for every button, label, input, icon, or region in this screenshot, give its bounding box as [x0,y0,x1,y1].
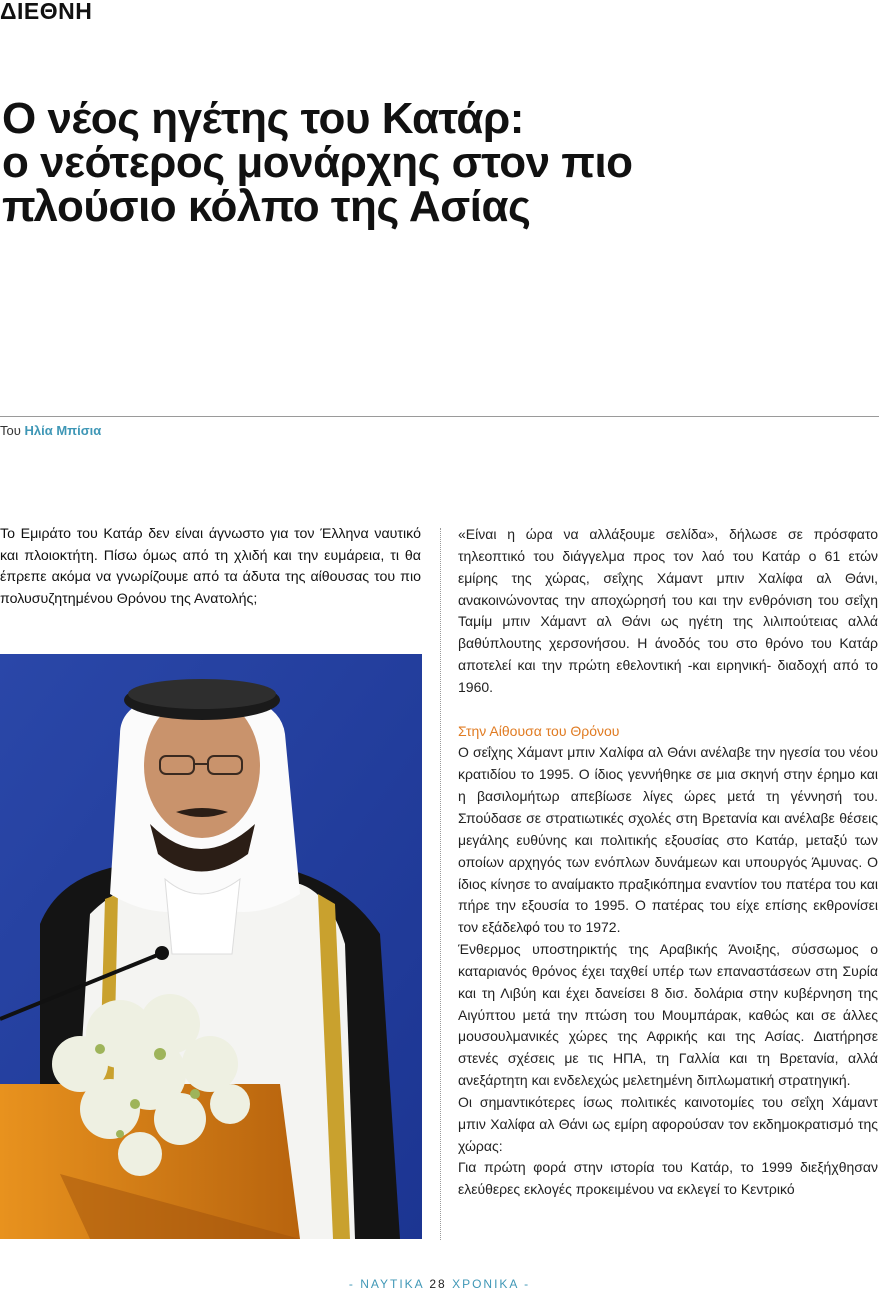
column-divider [440,528,441,1240]
byline-prefix: Του [0,423,21,438]
intro-paragraph: Το Εμιράτο του Κατάρ δεν είναι άγνωστο για τον Έλληνα ναυτικό και πλοιοκτήτη. Πίσω όμως από τη χλιδή και την ευμάρεια, τι θα έπρεπε ακόμα να γνωρίζουμε από τα άδυτα της αίθουσας του πιο πολυσυζητημένου Θρόνου της Ανατολής; [0,526,421,607]
subheading: Στην Αίθουσα του Θρόνου [458,722,620,739]
headline [2,94,872,231]
body-paragraph-3: Ένθερμος υποστηρικτής της Αραβικής Άνοιξης, σύσσωμος ο καταριανός θρόνος έχει ταχθεί υπέρ των επαναστάσεων στη Συρία και τη Λιβύη και έχει δανείσει 8 δισ. δολάρια στην κυβέρνηση της Αιγύπτου μετά την πτώση του Μουμπάρακ, καθώς και σε άλλες μουσουλμανικές χώρες της Αφρικής και της Ασίας. Διατήρησε στενές σχέσεις με τις ΗΠΑ, τη Γαλλία και τη Βρετανία, αλλά ανεξάρτητη και ενδελεχώς μελετημένη διπλωματική στρατηγική. [458,941,878,1089]
header-divider [0,416,879,417]
section-label: ΔΙΕΘΝΗ [0,0,93,24]
byline-author: Ηλία Μπίσια [24,423,102,438]
emir-portrait-illustration [0,654,422,1239]
headline-line-2: ο νεότερος μονάρχης στον πιο [2,138,633,187]
footer-left: - ΝΑΥΤΙΚΑ [348,1277,425,1291]
article-body [458,524,878,1201]
article-photo [0,654,422,1239]
body-paragraph-5: Για πρώτη φορά στην ιστορία του Κατάρ, το 1999 διεξήχθησαν ελεύθερες εκλογές προκειμένου να εκλεγεί το Κεντρικό [458,1159,878,1198]
body-paragraph-4: Οι σημαντικότερες ίσως πολιτικές καινοτομίες του σεΐχη Χάμαντ μπιν Χαλίφα αλ Θάνι ως εμίρη αφορούσαν τον εκδημοκρατισμό της χώρας: [458,1093,878,1154]
byline [0,423,101,438]
body-paragraph-1: «Είναι η ώρα να αλλάξουμε σελίδα», δήλωσε σε πρόσφατο τηλεοπτικό του διάγγελμα προς τον λαό του Κατάρ ο 61 ετών εμίρης της χώρας, σεΐχης Χάμαντ μπιν Χαλίφα αλ Θάνι, ανακοινώνοντας την αποχώρησή του και την ενθρόνιση του σεΐχη Ταμίμ μπιν Χάμαντ αλ Θάνι ως ηγέτη της λιλιπούτειας αλλά βαθύπλουτης χερσονήσου. Η άνοδός του στο θρόνο του Κατάρ αποτελεί και την πρώτη εθελοντική -και ειρηνική- διαδοχή από το 1960. [458,526,878,695]
page-number: 28 [429,1277,447,1291]
headline-line-1: Ο νέος ηγέτης του Κατάρ: [2,94,524,143]
body-paragraph-2: Ο σεΐχης Χάμαντ μπιν Χαλίφα αλ Θάνι ανέλαβε την ηγεσία του νέου κρατιδίου το 1995. Ο ίδιος γεννήθηκε σε μια σκηνή στην έρημο και η βασιλομήτωρ απεβίωσε λίγες ώρες μετά τη γέννησή του. Σπούδασε σε στρατιωτικές σχολές στη Βρετανία και ανέλαβε θέσεις μεγάλης ευθύνης και πολιτικής εξουσίας στο Κατάρ, μεταξύ των οποίων αρχηγός των ενόπλων δυνάμεων και υπουργός Άμυνας. Ο ίδιος κίνησε το αναίμακτο πραξικόπημα εναντίον του πατέρα του και πήρε την εξουσία το 1995. Ο πατέρας του είχε επίσης εκθρονίσει τον εξάδελφό του το 1972. [458,744,878,936]
page-footer [0,1277,879,1291]
headline-line-3: πλούσιο κόλπο της Ασίας [2,182,531,231]
footer-right: ΧΡΟΝΙΚΑ - [452,1277,531,1291]
